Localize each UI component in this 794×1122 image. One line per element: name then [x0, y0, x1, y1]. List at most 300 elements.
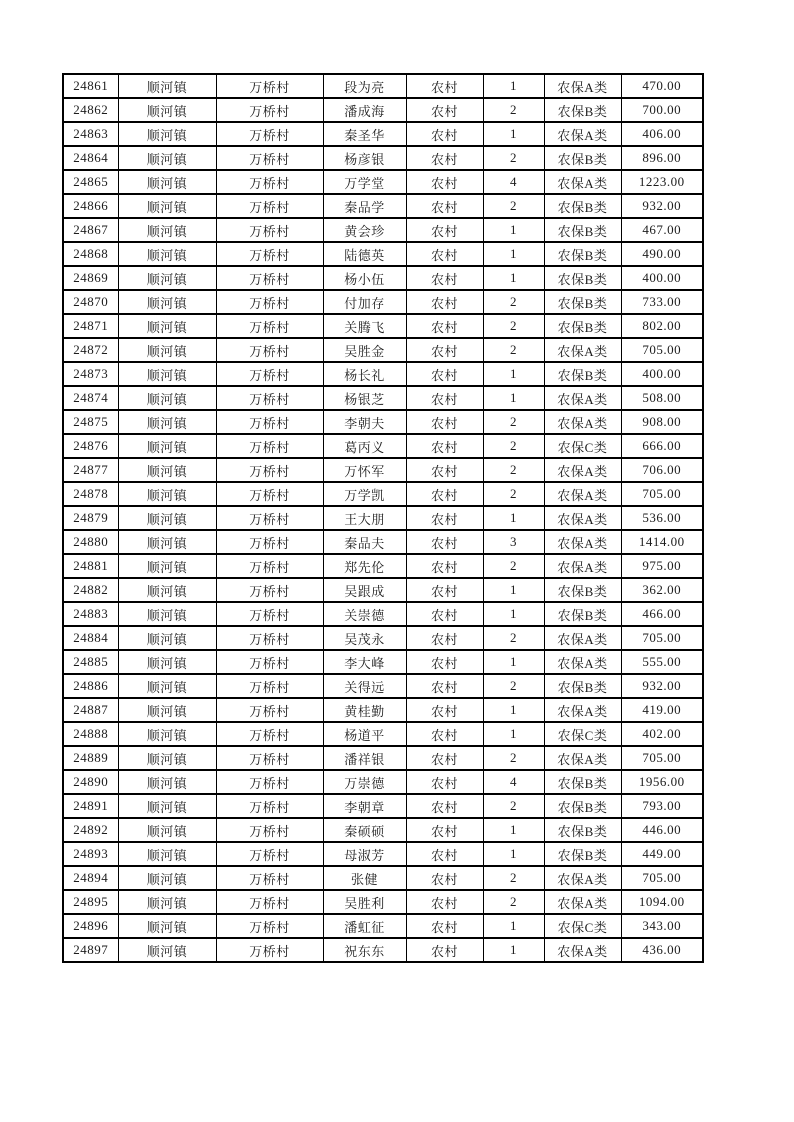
cell-person-name: 关得远 — [323, 674, 406, 698]
cell-record-id: 24866 — [63, 194, 118, 218]
cell-count: 2 — [483, 338, 544, 362]
cell-person-name: 吴茂永 — [323, 626, 406, 650]
cell-village: 万桥村 — [216, 338, 323, 362]
cell-amount: 666.00 — [621, 434, 703, 458]
cell-count: 1 — [483, 698, 544, 722]
cell-insurance-type: 农保A类 — [544, 170, 621, 194]
cell-amount: 932.00 — [621, 674, 703, 698]
cell-record-id: 24870 — [63, 290, 118, 314]
table-row — [63, 386, 703, 410]
cell-insurance-type: 农保A类 — [544, 386, 621, 410]
cell-insurance-type: 农保A类 — [544, 626, 621, 650]
cell-village: 万桥村 — [216, 314, 323, 338]
cell-village: 万桥村 — [216, 938, 323, 962]
cell-amount: 490.00 — [621, 242, 703, 266]
cell-town: 顺河镇 — [118, 458, 216, 482]
cell-town: 顺河镇 — [118, 242, 216, 266]
cell-amount: 802.00 — [621, 314, 703, 338]
cell-insurance-type: 农保B类 — [544, 146, 621, 170]
cell-village: 万桥村 — [216, 890, 323, 914]
cell-person-name: 葛丙义 — [323, 434, 406, 458]
cell-amount: 400.00 — [621, 362, 703, 386]
cell-town: 顺河镇 — [118, 266, 216, 290]
cell-insurance-type: 农保B类 — [544, 842, 621, 866]
cell-category: 农村 — [406, 626, 483, 650]
cell-record-id: 24886 — [63, 674, 118, 698]
cell-person-name: 张健 — [323, 866, 406, 890]
cell-insurance-type: 农保A类 — [544, 410, 621, 434]
cell-village: 万桥村 — [216, 914, 323, 938]
cell-category: 农村 — [406, 818, 483, 842]
cell-amount: 932.00 — [621, 194, 703, 218]
cell-category: 农村 — [406, 242, 483, 266]
cell-village: 万桥村 — [216, 386, 323, 410]
cell-record-id: 24897 — [63, 938, 118, 962]
table-row — [63, 458, 703, 482]
cell-amount: 705.00 — [621, 482, 703, 506]
cell-person-name: 关腾飞 — [323, 314, 406, 338]
table-row — [63, 866, 703, 890]
cell-record-id: 24894 — [63, 866, 118, 890]
table-row — [63, 122, 703, 146]
table-row — [63, 578, 703, 602]
cell-town: 顺河镇 — [118, 530, 216, 554]
table-row — [63, 170, 703, 194]
table-row — [63, 434, 703, 458]
cell-village: 万桥村 — [216, 482, 323, 506]
cell-insurance-type: 农保A类 — [544, 866, 621, 890]
cell-village: 万桥村 — [216, 458, 323, 482]
cell-record-id: 24872 — [63, 338, 118, 362]
cell-town: 顺河镇 — [118, 554, 216, 578]
cell-insurance-type: 农保A类 — [544, 938, 621, 962]
table-row — [63, 266, 703, 290]
cell-count: 4 — [483, 770, 544, 794]
cell-record-id: 24881 — [63, 554, 118, 578]
cell-count: 2 — [483, 314, 544, 338]
cell-amount: 470.00 — [621, 74, 703, 98]
cell-category: 农村 — [406, 410, 483, 434]
cell-count: 2 — [483, 746, 544, 770]
cell-insurance-type: 农保B类 — [544, 362, 621, 386]
cell-person-name: 杨小伍 — [323, 266, 406, 290]
cell-count: 1 — [483, 602, 544, 626]
cell-amount: 896.00 — [621, 146, 703, 170]
table-row — [63, 194, 703, 218]
cell-person-name: 杨银芝 — [323, 386, 406, 410]
cell-town: 顺河镇 — [118, 674, 216, 698]
cell-record-id: 24871 — [63, 314, 118, 338]
cell-category: 农村 — [406, 266, 483, 290]
cell-insurance-type: 农保B类 — [544, 818, 621, 842]
cell-village: 万桥村 — [216, 194, 323, 218]
cell-village: 万桥村 — [216, 554, 323, 578]
cell-category: 农村 — [406, 890, 483, 914]
cell-category: 农村 — [406, 938, 483, 962]
cell-person-name: 李朝章 — [323, 794, 406, 818]
cell-category: 农村 — [406, 578, 483, 602]
cell-town: 顺河镇 — [118, 410, 216, 434]
cell-insurance-type: 农保A类 — [544, 74, 621, 98]
table-row — [63, 554, 703, 578]
cell-town: 顺河镇 — [118, 314, 216, 338]
cell-count: 1 — [483, 914, 544, 938]
cell-count: 1 — [483, 218, 544, 242]
table-row — [63, 410, 703, 434]
cell-amount: 705.00 — [621, 866, 703, 890]
cell-count: 4 — [483, 170, 544, 194]
cell-record-id: 24876 — [63, 434, 118, 458]
cell-count: 1 — [483, 818, 544, 842]
cell-record-id: 24863 — [63, 122, 118, 146]
cell-count: 2 — [483, 482, 544, 506]
cell-person-name: 陆德英 — [323, 242, 406, 266]
table-row — [63, 938, 703, 962]
cell-record-id: 24892 — [63, 818, 118, 842]
cell-category: 农村 — [406, 914, 483, 938]
table-row — [63, 818, 703, 842]
cell-town: 顺河镇 — [118, 74, 216, 98]
cell-person-name: 潘祥银 — [323, 746, 406, 770]
cell-village: 万桥村 — [216, 218, 323, 242]
cell-insurance-type: 农保A类 — [544, 746, 621, 770]
cell-category: 农村 — [406, 530, 483, 554]
cell-count: 1 — [483, 74, 544, 98]
cell-person-name: 万学堂 — [323, 170, 406, 194]
cell-person-name: 杨长礼 — [323, 362, 406, 386]
cell-insurance-type: 农保B类 — [544, 770, 621, 794]
table-row — [63, 674, 703, 698]
cell-amount: 705.00 — [621, 338, 703, 362]
cell-person-name: 杨彦银 — [323, 146, 406, 170]
cell-count: 2 — [483, 410, 544, 434]
table-row — [63, 650, 703, 674]
table-row — [63, 98, 703, 122]
cell-insurance-type: 农保B类 — [544, 266, 621, 290]
cell-town: 顺河镇 — [118, 578, 216, 602]
cell-person-name: 万学凯 — [323, 482, 406, 506]
cell-record-id: 24890 — [63, 770, 118, 794]
cell-category: 农村 — [406, 506, 483, 530]
cell-record-id: 24895 — [63, 890, 118, 914]
cell-person-name: 秦硕硕 — [323, 818, 406, 842]
cell-amount: 1223.00 — [621, 170, 703, 194]
cell-village: 万桥村 — [216, 650, 323, 674]
cell-category: 农村 — [406, 602, 483, 626]
cell-person-name: 李朝夫 — [323, 410, 406, 434]
cell-amount: 508.00 — [621, 386, 703, 410]
table-row — [63, 914, 703, 938]
cell-town: 顺河镇 — [118, 890, 216, 914]
cell-category: 农村 — [406, 482, 483, 506]
table-row — [63, 890, 703, 914]
cell-count: 1 — [483, 122, 544, 146]
cell-town: 顺河镇 — [118, 794, 216, 818]
cell-town: 顺河镇 — [118, 194, 216, 218]
table-row — [63, 146, 703, 170]
cell-amount: 343.00 — [621, 914, 703, 938]
cell-village: 万桥村 — [216, 146, 323, 170]
cell-amount: 555.00 — [621, 650, 703, 674]
cell-amount: 467.00 — [621, 218, 703, 242]
cell-town: 顺河镇 — [118, 482, 216, 506]
cell-record-id: 24875 — [63, 410, 118, 434]
cell-amount: 733.00 — [621, 290, 703, 314]
cell-record-id: 24862 — [63, 98, 118, 122]
table-row — [63, 74, 703, 98]
cell-count: 1 — [483, 242, 544, 266]
cell-village: 万桥村 — [216, 98, 323, 122]
cell-person-name: 杨道平 — [323, 722, 406, 746]
cell-person-name: 关崇德 — [323, 602, 406, 626]
cell-town: 顺河镇 — [118, 650, 216, 674]
cell-insurance-type: 农保C类 — [544, 434, 621, 458]
cell-record-id: 24864 — [63, 146, 118, 170]
table-row — [63, 746, 703, 770]
cell-amount: 400.00 — [621, 266, 703, 290]
cell-category: 农村 — [406, 314, 483, 338]
cell-village: 万桥村 — [216, 74, 323, 98]
cell-person-name: 万怀军 — [323, 458, 406, 482]
cell-count: 2 — [483, 674, 544, 698]
cell-record-id: 24874 — [63, 386, 118, 410]
cell-town: 顺河镇 — [118, 842, 216, 866]
cell-amount: 536.00 — [621, 506, 703, 530]
cell-insurance-type: 农保A类 — [544, 506, 621, 530]
cell-count: 2 — [483, 626, 544, 650]
cell-person-name: 王大朋 — [323, 506, 406, 530]
cell-insurance-type: 农保B类 — [544, 290, 621, 314]
cell-insurance-type: 农保A类 — [544, 458, 621, 482]
cell-town: 顺河镇 — [118, 290, 216, 314]
cell-village: 万桥村 — [216, 362, 323, 386]
cell-count: 2 — [483, 554, 544, 578]
cell-insurance-type: 农保B类 — [544, 194, 621, 218]
cell-amount: 362.00 — [621, 578, 703, 602]
cell-village: 万桥村 — [216, 530, 323, 554]
cell-record-id: 24861 — [63, 74, 118, 98]
cell-town: 顺河镇 — [118, 122, 216, 146]
cell-village: 万桥村 — [216, 866, 323, 890]
cell-town: 顺河镇 — [118, 722, 216, 746]
cell-category: 农村 — [406, 866, 483, 890]
cell-town: 顺河镇 — [118, 146, 216, 170]
cell-town: 顺河镇 — [118, 362, 216, 386]
cell-insurance-type: 农保A类 — [544, 698, 621, 722]
cell-insurance-type: 农保C类 — [544, 722, 621, 746]
cell-amount: 449.00 — [621, 842, 703, 866]
cell-amount: 700.00 — [621, 98, 703, 122]
cell-count: 2 — [483, 890, 544, 914]
cell-category: 农村 — [406, 698, 483, 722]
cell-insurance-type: 农保B类 — [544, 314, 621, 338]
cell-amount: 402.00 — [621, 722, 703, 746]
cell-person-name: 潘虹征 — [323, 914, 406, 938]
cell-amount: 1414.00 — [621, 530, 703, 554]
cell-insurance-type: 农保A类 — [544, 338, 621, 362]
cell-person-name: 付加存 — [323, 290, 406, 314]
cell-person-name: 吴胜利 — [323, 890, 406, 914]
cell-insurance-type: 农保A类 — [544, 890, 621, 914]
cell-category: 农村 — [406, 386, 483, 410]
cell-count: 1 — [483, 266, 544, 290]
cell-amount: 1094.00 — [621, 890, 703, 914]
cell-category: 农村 — [406, 770, 483, 794]
cell-amount: 705.00 — [621, 746, 703, 770]
cell-person-name: 段为亮 — [323, 74, 406, 98]
cell-count: 1 — [483, 578, 544, 602]
cell-count: 2 — [483, 194, 544, 218]
cell-town: 顺河镇 — [118, 746, 216, 770]
cell-village: 万桥村 — [216, 698, 323, 722]
cell-town: 顺河镇 — [118, 338, 216, 362]
cell-town: 顺河镇 — [118, 506, 216, 530]
cell-record-id: 24891 — [63, 794, 118, 818]
cell-person-name: 吴跟成 — [323, 578, 406, 602]
cell-category: 农村 — [406, 170, 483, 194]
cell-count: 2 — [483, 434, 544, 458]
table-row — [63, 530, 703, 554]
cell-town: 顺河镇 — [118, 218, 216, 242]
cell-town: 顺河镇 — [118, 938, 216, 962]
table-row — [63, 314, 703, 338]
cell-insurance-type: 农保A类 — [544, 554, 621, 578]
cell-record-id: 24893 — [63, 842, 118, 866]
cell-amount: 1956.00 — [621, 770, 703, 794]
cell-village: 万桥村 — [216, 242, 323, 266]
cell-insurance-type: 农保B类 — [544, 602, 621, 626]
cell-village: 万桥村 — [216, 842, 323, 866]
cell-village: 万桥村 — [216, 602, 323, 626]
cell-record-id: 24885 — [63, 650, 118, 674]
cell-record-id: 24869 — [63, 266, 118, 290]
cell-person-name: 祝东东 — [323, 938, 406, 962]
cell-category: 农村 — [406, 554, 483, 578]
table-row — [63, 506, 703, 530]
cell-record-id: 24887 — [63, 698, 118, 722]
cell-record-id: 24868 — [63, 242, 118, 266]
table-row — [63, 770, 703, 794]
cell-village: 万桥村 — [216, 818, 323, 842]
cell-town: 顺河镇 — [118, 914, 216, 938]
cell-record-id: 24877 — [63, 458, 118, 482]
cell-village: 万桥村 — [216, 434, 323, 458]
table-row — [63, 794, 703, 818]
cell-village: 万桥村 — [216, 794, 323, 818]
cell-person-name: 秦圣华 — [323, 122, 406, 146]
table-row — [63, 290, 703, 314]
cell-insurance-type: 农保A类 — [544, 122, 621, 146]
cell-town: 顺河镇 — [118, 434, 216, 458]
cell-count: 1 — [483, 362, 544, 386]
table-row — [63, 602, 703, 626]
cell-insurance-type: 农保A类 — [544, 482, 621, 506]
cell-person-name: 潘成海 — [323, 98, 406, 122]
cell-record-id: 24867 — [63, 218, 118, 242]
cell-category: 农村 — [406, 674, 483, 698]
cell-count: 1 — [483, 722, 544, 746]
cell-category: 农村 — [406, 746, 483, 770]
cell-count: 3 — [483, 530, 544, 554]
cell-insurance-type: 农保B类 — [544, 98, 621, 122]
cell-person-name: 黄会珍 — [323, 218, 406, 242]
cell-town: 顺河镇 — [118, 818, 216, 842]
cell-insurance-type: 农保B类 — [544, 674, 621, 698]
table-row — [63, 842, 703, 866]
cell-category: 农村 — [406, 794, 483, 818]
cell-record-id: 24882 — [63, 578, 118, 602]
cell-village: 万桥村 — [216, 674, 323, 698]
cell-record-id: 24878 — [63, 482, 118, 506]
cell-count: 2 — [483, 866, 544, 890]
cell-town: 顺河镇 — [118, 626, 216, 650]
cell-town: 顺河镇 — [118, 866, 216, 890]
cell-record-id: 24873 — [63, 362, 118, 386]
cell-village: 万桥村 — [216, 266, 323, 290]
cell-person-name: 吴胜金 — [323, 338, 406, 362]
cell-town: 顺河镇 — [118, 602, 216, 626]
cell-category: 农村 — [406, 194, 483, 218]
cell-category: 农村 — [406, 434, 483, 458]
cell-category: 农村 — [406, 650, 483, 674]
cell-village: 万桥村 — [216, 122, 323, 146]
cell-count: 1 — [483, 650, 544, 674]
cell-amount: 975.00 — [621, 554, 703, 578]
cell-person-name: 秦品夫 — [323, 530, 406, 554]
cell-count: 1 — [483, 386, 544, 410]
cell-category: 农村 — [406, 290, 483, 314]
table-row — [63, 482, 703, 506]
cell-insurance-type: 农保B类 — [544, 218, 621, 242]
cell-insurance-type: 农保C类 — [544, 914, 621, 938]
cell-village: 万桥村 — [216, 290, 323, 314]
cell-village: 万桥村 — [216, 170, 323, 194]
cell-count: 2 — [483, 98, 544, 122]
cell-person-name: 母淑芳 — [323, 842, 406, 866]
cell-town: 顺河镇 — [118, 170, 216, 194]
cell-count: 1 — [483, 938, 544, 962]
cell-category: 农村 — [406, 122, 483, 146]
cell-person-name: 李大峰 — [323, 650, 406, 674]
cell-person-name: 黄桂勤 — [323, 698, 406, 722]
cell-record-id: 24884 — [63, 626, 118, 650]
cell-town: 顺河镇 — [118, 98, 216, 122]
cell-record-id: 24865 — [63, 170, 118, 194]
cell-record-id: 24888 — [63, 722, 118, 746]
cell-count: 1 — [483, 842, 544, 866]
cell-count: 1 — [483, 506, 544, 530]
cell-insurance-type: 农保A类 — [544, 530, 621, 554]
cell-amount: 466.00 — [621, 602, 703, 626]
cell-person-name: 郑先伦 — [323, 554, 406, 578]
table-row — [63, 698, 703, 722]
cell-person-name: 万崇德 — [323, 770, 406, 794]
cell-category: 农村 — [406, 74, 483, 98]
cell-category: 农村 — [406, 722, 483, 746]
cell-insurance-type: 农保B类 — [544, 242, 621, 266]
cell-person-name: 秦品学 — [323, 194, 406, 218]
cell-category: 农村 — [406, 338, 483, 362]
cell-amount: 793.00 — [621, 794, 703, 818]
cell-amount: 706.00 — [621, 458, 703, 482]
cell-insurance-type: 农保B类 — [544, 794, 621, 818]
cell-amount: 908.00 — [621, 410, 703, 434]
cell-category: 农村 — [406, 458, 483, 482]
cell-count: 2 — [483, 458, 544, 482]
cell-town: 顺河镇 — [118, 698, 216, 722]
cell-amount: 406.00 — [621, 122, 703, 146]
cell-amount: 446.00 — [621, 818, 703, 842]
